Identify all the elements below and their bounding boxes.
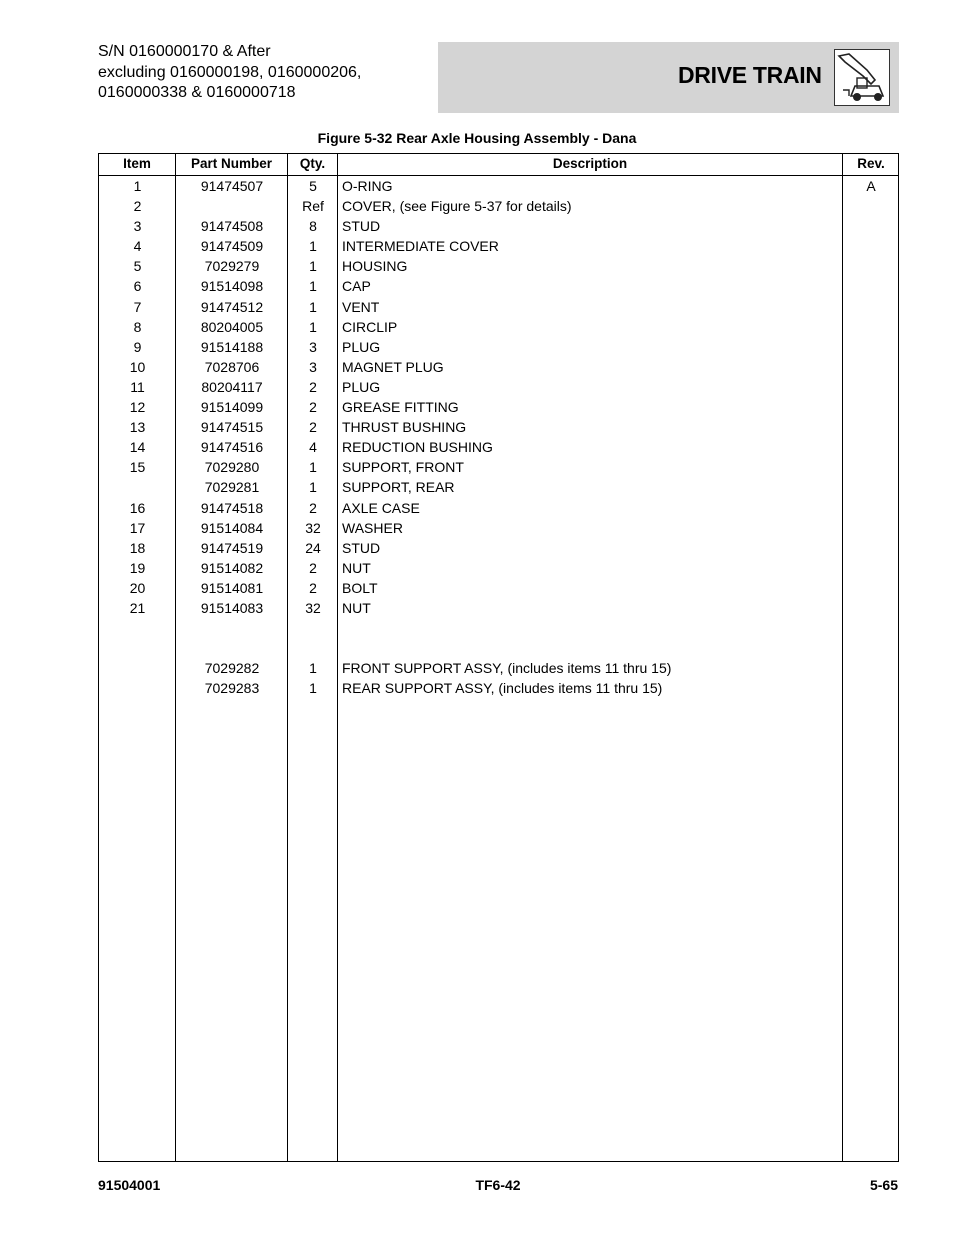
cell-part-number: 7029281	[204, 479, 260, 496]
table-row	[99, 598, 898, 618]
table-row	[99, 256, 898, 276]
cell-qty: 32	[305, 519, 321, 536]
parts-table	[98, 153, 899, 1162]
cell-part-number: 91474507	[200, 178, 264, 194]
table-row	[99, 397, 898, 417]
cell-qty: 3	[309, 358, 317, 375]
footer-model: TF6-42	[475, 1177, 521, 1193]
table-row	[99, 196, 898, 216]
table-row	[99, 176, 898, 196]
cell-qty: 5	[309, 178, 317, 194]
serial-number-block	[98, 42, 361, 104]
cell-description: WASHER	[342, 519, 403, 536]
cell-description: NUT	[342, 599, 371, 616]
cell-description: BOLT	[342, 579, 378, 596]
cell-item: 4	[133, 238, 142, 255]
cell-item: 6	[133, 278, 142, 295]
table-row	[99, 457, 898, 477]
cell-item: 7	[133, 298, 142, 315]
cell-qty: 2	[309, 378, 317, 395]
table-row	[99, 216, 898, 236]
cell-qty: Ref	[302, 198, 324, 215]
cell-qty: 24	[305, 539, 321, 556]
cell-qty: 4	[309, 439, 317, 456]
cell-description: GREASE FITTING	[342, 399, 459, 416]
cell-description: SUPPORT, REAR	[342, 479, 455, 496]
cell-qty: 32	[305, 599, 321, 616]
cell-description: CAP	[342, 278, 371, 295]
cell-item: 11	[130, 378, 145, 395]
cell-item: 12	[129, 399, 146, 416]
cell-qty: 2	[309, 399, 317, 416]
table-row	[99, 297, 898, 317]
cell-qty: 1	[309, 660, 317, 677]
cell-qty: 2	[309, 499, 317, 516]
serial-line: S/N 0160000170 & After	[98, 43, 271, 60]
cell-description: FRONT SUPPORT ASSY, (includes items 11 thru 15)	[342, 660, 672, 677]
cell-part-number: 91474515	[200, 419, 264, 436]
telehandler-icon	[834, 49, 890, 106]
cell-item: 13	[129, 419, 146, 436]
cell-qty: 2	[309, 579, 317, 596]
cell-description: PLUG	[342, 338, 381, 355]
cell-description: AXLE CASE	[342, 499, 420, 516]
table-row	[99, 678, 898, 698]
cell-item: 20	[129, 579, 146, 596]
cell-part-number: 91474509	[200, 238, 264, 255]
cell-part-number: 91514083	[200, 599, 264, 616]
cell-item: 5	[133, 258, 142, 275]
table-row	[99, 538, 898, 558]
section-banner	[438, 42, 899, 113]
cell-item: 21	[129, 599, 146, 616]
cell-qty: 3	[309, 338, 317, 355]
column-header-qty: Qty.	[299, 156, 326, 171]
cell-qty: 1	[309, 278, 317, 295]
section-title: DRIVE TRAIN	[678, 62, 822, 88]
cell-part-number: 91474519	[200, 539, 264, 556]
cell-description: CIRCLIP	[342, 318, 398, 335]
cell-part-number: 91514188	[200, 338, 264, 355]
cell-part-number: 91514081	[200, 579, 264, 596]
cell-qty: 1	[309, 258, 317, 275]
table-row	[99, 518, 898, 538]
cell-part-number: 91474518	[200, 499, 264, 516]
table-row	[99, 317, 898, 337]
serial-line: 0160000338 & 0160000718	[98, 84, 296, 101]
cell-part-number: 7028706	[204, 358, 260, 375]
cell-description: VENT	[342, 298, 380, 315]
table-row	[99, 417, 898, 437]
cell-description: STUD	[342, 218, 381, 235]
cell-qty: 1	[309, 298, 317, 315]
table-row	[99, 558, 898, 578]
cell-part-number: 80204005	[200, 318, 264, 335]
cell-description: COVER, (see Figure 5-37 for details)	[342, 198, 572, 215]
table-row	[99, 618, 898, 638]
table-row	[99, 236, 898, 256]
footer-doc-number: 91504001	[98, 1177, 161, 1193]
cell-item: 19	[129, 559, 146, 576]
cell-part-number: 91474512	[200, 298, 264, 315]
table-row	[99, 357, 898, 377]
cell-qty: 2	[309, 419, 317, 436]
serial-line: excluding 0160000198, 0160000206,	[98, 63, 362, 81]
column-header-item: Item	[123, 156, 151, 171]
cell-part-number: 91514082	[200, 559, 264, 576]
table-row	[99, 477, 898, 497]
cell-part-number: 91514098	[200, 278, 264, 295]
cell-description: REDUCTION BUSHING	[342, 439, 493, 456]
table-row	[99, 658, 898, 678]
table-row	[99, 337, 898, 357]
cell-description: NUT	[342, 559, 371, 576]
cell-item: 1	[133, 178, 142, 194]
cell-description: THRUST BUSHING	[342, 419, 467, 436]
column-header-description: Description	[552, 156, 628, 171]
cell-part-number: 7029279	[204, 258, 260, 275]
cell-part-number: 91474508	[200, 218, 264, 235]
cell-item: 9	[133, 338, 142, 355]
column-header-rev: Rev.	[857, 156, 885, 171]
cell-part-number: 7029282	[204, 660, 260, 677]
cell-description: O-RING	[342, 178, 393, 194]
table-row	[99, 498, 898, 518]
cell-item: 17	[129, 519, 146, 536]
cell-part-number: 80204117	[201, 378, 263, 395]
cell-description: MAGNET PLUG	[342, 358, 444, 375]
cell-qty: 1	[309, 680, 317, 697]
table-row	[99, 276, 898, 296]
cell-item: 2	[133, 198, 142, 215]
cell-description: STUD	[342, 539, 381, 556]
cell-item: 14	[129, 439, 146, 456]
cell-item: 18	[129, 539, 146, 556]
cell-qty: 2	[309, 559, 317, 576]
cell-item: 16	[129, 499, 146, 516]
cell-description: REAR SUPPORT ASSY, (includes items 11 thru 15)	[342, 680, 663, 697]
cell-rev: A	[866, 178, 876, 194]
cell-part-number: 7029283	[204, 680, 260, 697]
cell-qty: 1	[309, 318, 317, 335]
cell-item: 3	[133, 218, 142, 235]
table-row	[99, 578, 898, 598]
cell-qty: 8	[309, 218, 317, 235]
cell-item: 15	[129, 459, 146, 476]
table-body	[99, 176, 898, 698]
cell-item: 8	[133, 318, 142, 335]
cell-part-number: 91514084	[200, 519, 264, 536]
table-row	[99, 377, 898, 397]
cell-qty: 1	[309, 479, 317, 496]
cell-description: HOUSING	[342, 258, 408, 275]
cell-description: INTERMEDIATE COVER	[342, 238, 499, 255]
cell-part-number: 91514099	[200, 399, 264, 416]
figure-title: Figure 5-32 Rear Axle Housing Assembly - Dana	[317, 130, 637, 146]
cell-qty: 1	[309, 459, 317, 476]
table-row	[99, 437, 898, 457]
cell-description: SUPPORT, FRONT	[342, 459, 464, 476]
cell-qty: 1	[309, 238, 317, 255]
cell-part-number: 7029280	[204, 459, 260, 476]
cell-part-number: 91474516	[200, 439, 264, 456]
footer-page-number: 5-65	[869, 1177, 898, 1193]
cell-description: PLUG	[342, 378, 381, 395]
cell-item: 10	[129, 358, 146, 375]
column-header-part-number: Part Number	[190, 156, 273, 171]
table-row	[99, 638, 898, 658]
